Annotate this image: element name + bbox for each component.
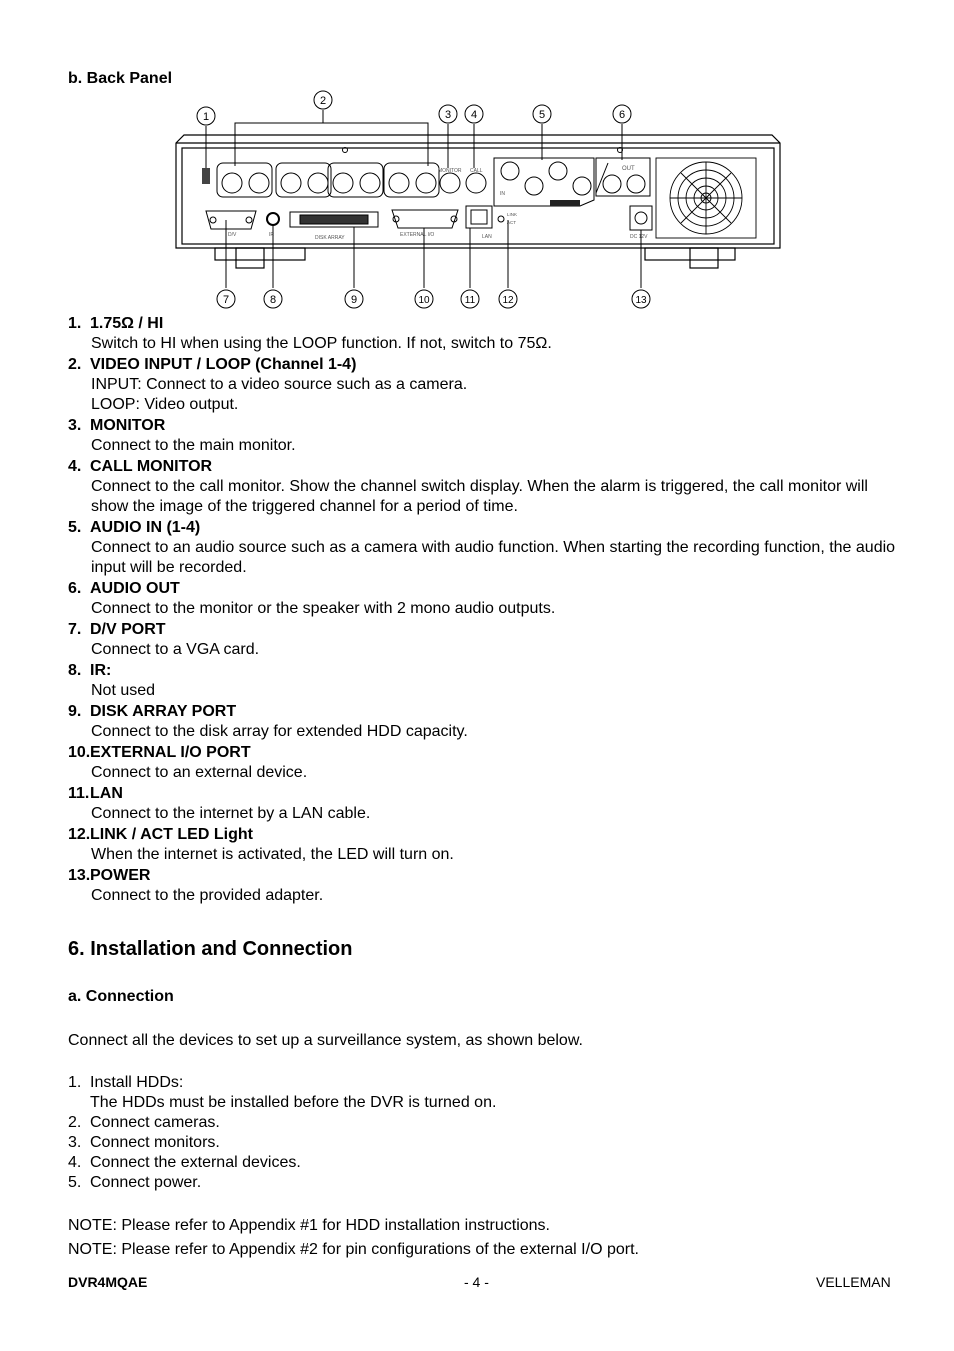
note-1: NOTE: Please refer to Appendix #1 for HDD installation instructions. [68,1217,550,1234]
callout-3 [439,105,457,123]
item-5 [68,517,898,578]
monitor-panel-label: MONITOR [438,168,462,174]
item-number: 13. [68,867,91,884]
connector-descriptions [68,313,898,906]
item-title: POWER [90,867,151,884]
power-jack [630,206,652,230]
section-title: 6. Installation and Connection [68,938,353,960]
item-desc: Connect to an audio source such as a camera with audio function. When starting the recording function, the audio [91,539,896,556]
svg-text:7: 7 [222,294,230,306]
callout-6 [613,105,631,123]
item-desc: show the image of the triggered channel for a period of time. [91,498,518,515]
footer-brand: VELLEMAN [816,1274,891,1290]
callout-10 [415,290,433,308]
item-title: LAN [90,785,123,802]
item-3 [68,415,898,456]
item-number: 2. [68,356,82,373]
dc-label: DC 12V [630,234,648,240]
item-number: 3. [68,417,82,434]
item-desc: When the internet is activated, the LED will turn on. [91,846,454,863]
svg-text:3: 3 [444,109,452,121]
audio-bracket [550,200,580,206]
steps-list [68,1073,868,1193]
ir-jack [267,213,279,225]
external-io-label: EXTERNAL I/O [400,232,435,238]
item-9 [68,701,898,742]
item-desc: Connect to the main monitor. [91,437,296,454]
lan-label: LAN [482,234,492,240]
item-number: 1. [68,315,82,332]
item-1 [68,313,898,354]
callout-11 [461,290,479,308]
disk-array-port [290,212,378,227]
impedance-switch [202,168,210,184]
item-number: 6. [68,580,82,597]
list-item: 5. Connect power. [68,1174,202,1191]
callout-13 [632,290,650,308]
svg-text:13: 13 [635,295,647,306]
item-number: 10. [68,744,91,761]
item-number: 5. [68,519,82,536]
dvr-chassis [176,135,780,268]
svg-text:6: 6 [618,109,626,121]
list-item: 3. Connect monitors. [68,1134,220,1151]
item-title: LINK / ACT LED Light [90,826,253,843]
list-item: 1. Install HDDs: [68,1074,184,1091]
item-number: 12. [68,826,91,843]
item-number: 7. [68,621,82,638]
item-title: AUDIO OUT [90,580,180,597]
item-8 [68,660,898,701]
svg-text:9: 9 [350,294,358,306]
callout-5 [533,105,551,123]
dv-label: D/V [228,232,237,238]
callout-4 [465,105,483,123]
item-desc: Switch to HI when using the LOOP function. If not, switch to 75Ω. [91,335,552,352]
item-desc: Connect to an external device. [91,764,308,781]
item-number: 4. [68,458,82,475]
item-title: CALL MONITOR [90,458,213,475]
item-7 [68,619,898,660]
svg-text:1: 1 [202,111,210,123]
item-desc: Connect to the internet by a LAN cable. [91,805,371,822]
item-number: 9. [68,703,82,720]
svg-text:4: 4 [470,109,478,121]
item-11 [68,783,898,824]
item-desc: input will be recorded. [91,559,247,576]
lan-port [466,206,492,228]
callout-leaders [206,110,641,288]
item-title: MONITOR [90,417,166,434]
call-panel-label: CALL [470,168,483,174]
item-desc: Connect to the monitor or the speaker with 2 mono audio outputs. [91,600,556,617]
audio-in-label: IN [500,191,505,197]
item-10 [68,742,898,783]
list-item: 4. Connect the external devices. [68,1154,301,1171]
callout-9 [345,290,363,308]
disk-array-label: DISK ARRAY [315,235,345,241]
connection-heading: a. Connection [68,988,174,1005]
callout-7 [217,290,235,308]
callout-2 [314,91,332,109]
item-desc: INPUT: Connect to a video source such as a camera. [91,376,468,393]
item-title: IR: [90,662,112,679]
callout-12 [499,290,517,308]
item-desc: Not used [91,682,156,699]
item-title: AUDIO IN (1-4) [90,519,201,536]
link-label: LINK [507,212,518,217]
external-io-port [392,210,458,228]
act-label: ACT [507,220,516,225]
ir-label: IR [269,232,274,238]
item-title: D/V PORT [90,621,166,638]
item-title: EXTERNAL I/O PORT [90,744,251,761]
item-number: 11. [68,785,90,802]
list-item: 2. Connect cameras. [68,1114,220,1131]
dv-port [206,211,256,229]
item-number: 8. [68,662,82,679]
item-2 [68,354,898,415]
item-desc: LOOP: Video output. [91,396,239,413]
item-12 [68,824,898,865]
svg-text:11: 11 [464,295,476,306]
item-desc: Connect to the disk array for extended HDD capacity. [91,723,468,740]
audio-out-label: OUT [622,166,635,172]
item-title: 1.75Ω / HI [90,315,164,332]
note-2: NOTE: Please refer to Appendix #2 for pin configurations of the external I/O port. [68,1241,639,1258]
callout-8 [264,290,282,308]
footer-page-number: - 4 - [464,1274,489,1290]
item-13 [68,865,898,906]
footer-model: DVR4MQAE [68,1274,148,1290]
intro-text: Connect all the devices to set up a surveillance system, as shown below. [68,1032,583,1049]
item-desc: Connect to a VGA card. [91,641,260,658]
back-panel-diagram [160,88,800,313]
item-4 [68,456,898,517]
fan-grille [656,158,756,238]
svg-text:10: 10 [418,295,430,306]
svg-text:8: 8 [269,294,277,306]
callout-1 [197,107,215,125]
svg-text:5: 5 [538,109,546,121]
item-title: VIDEO INPUT / LOOP (Channel 1-4) [90,356,357,373]
item-desc: Connect to the provided adapter. [91,887,324,904]
link-act-led [498,216,504,222]
svg-text:12: 12 [502,295,514,306]
item-title: DISK ARRAY PORT [90,703,237,720]
list-item: The HDDs must be installed before the DVR is turned on. [90,1094,497,1111]
svg-text:2: 2 [319,95,327,107]
item-desc: Connect to the call monitor. Show the channel switch display. When the alarm is triggered, the call monitor will [91,478,868,495]
item-6 [68,578,898,619]
back-panel-heading: b. Back Panel [68,70,173,87]
